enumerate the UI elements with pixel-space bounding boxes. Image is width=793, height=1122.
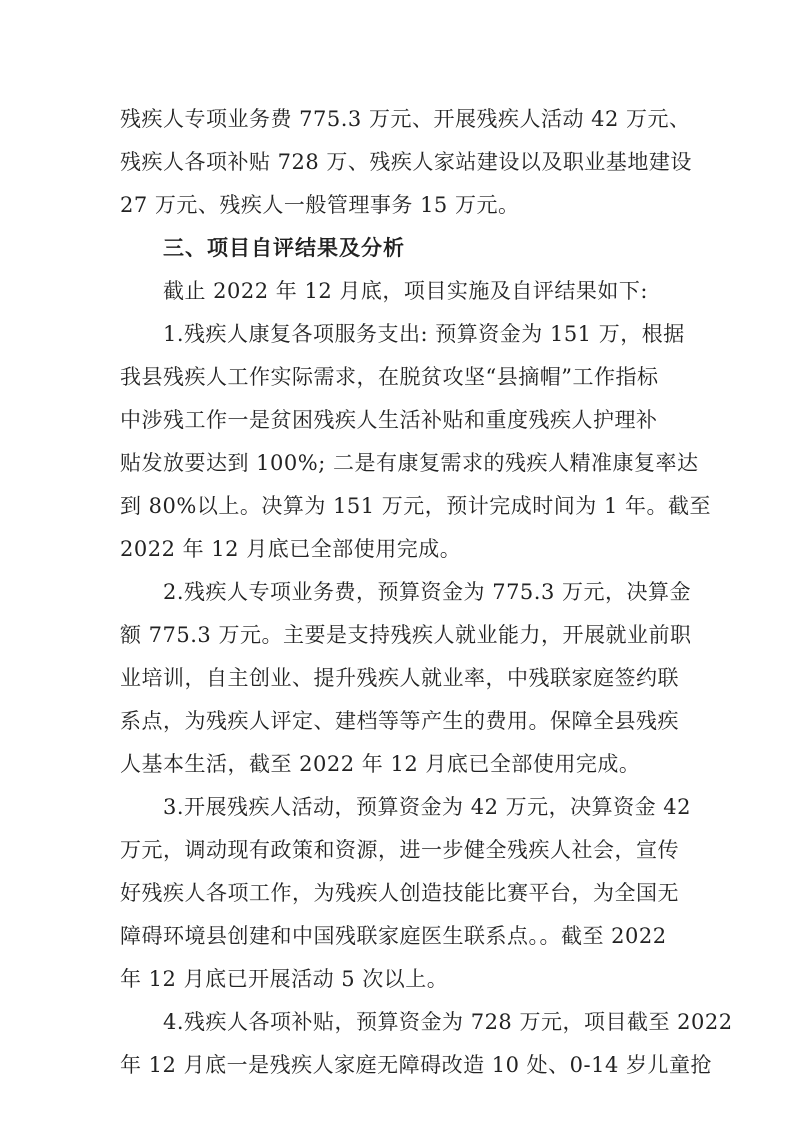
paragraph-line: 万元，调动现有政策和资源，进一步健全残疾人社会，宣传 (120, 838, 679, 862)
paragraph-line: 好残疾人各项工作，为残疾人创造技能比赛平台，为全国无 (120, 881, 679, 905)
paragraph-line: 残疾人各项补贴 728 万、残疾人家站建设以及职业基地建设 (120, 150, 692, 174)
paragraph-line: 27 万元、残疾人一般管理事务 15 万元。 (120, 193, 520, 217)
paragraph-line: 3.开展残疾人活动，预算资金为 42 万元，决算资金 42 (163, 795, 692, 819)
paragraph-line: 额 775.3 万元。主要是支持残疾人就业能力，开展就业前职 (120, 623, 692, 647)
paragraph-line: 到 80%以上。决算为 151 万元，预计完成时间为 1 年。截至 (120, 494, 711, 518)
paragraph-line: 残疾人专项业务费 775.3 万元、开展残疾人活动 42 万元、 (120, 107, 691, 131)
paragraph-line: 2.残疾人专项业务费，预算资金为 775.3 万元，决算金 (163, 580, 692, 604)
paragraph-line: 中涉残工作一是贫困残疾人生活补贴和重度残疾人护理补 (120, 408, 658, 432)
paragraph-line: 4.残疾人各项补贴，预算资金为 728 万元，项目截至 2022 (163, 1010, 733, 1034)
paragraph-line: 贴发放要达到 100%; 二是有康复需求的残疾人精准康复率达 (120, 451, 699, 475)
paragraph-line: 障碍环境县创建和中国残联家庭医生联系点。。截至 2022 (120, 924, 667, 948)
paragraph-line: 年 12 月底一是残疾人家庭无障碍改造 10 处、0-14 岁儿童抢 (120, 1053, 712, 1077)
paragraph-line: 2022 年 12 月底已全部使用完成。 (120, 537, 462, 561)
paragraph-line: 我县残疾人工作实际需求，在脱贫攻坚“县摘帽”工作指标 (120, 365, 659, 389)
paragraph-line: 系点，为残疾人评定、建档等等产生的费用。保障全县残疾 (120, 709, 679, 733)
paragraph-line: 年 12 月底已开展活动 5 次以上。 (120, 967, 449, 991)
paragraph-line: 截止 2022 年 12 月底，项目实施及自评结果如下: (163, 279, 648, 303)
section-heading: 三、项目自评结果及分析 (163, 236, 405, 260)
paragraph-line: 人基本生活，截至 2022 年 12 月底已全部使用完成。 (120, 752, 641, 776)
paragraph-line: 1.残疾人康复各项服务支出: 预算资金为 151 万，根据 (163, 322, 685, 346)
paragraph-line: 业培训，自主创业、提升残疾人就业率，中残联家庭签约联 (120, 666, 679, 690)
